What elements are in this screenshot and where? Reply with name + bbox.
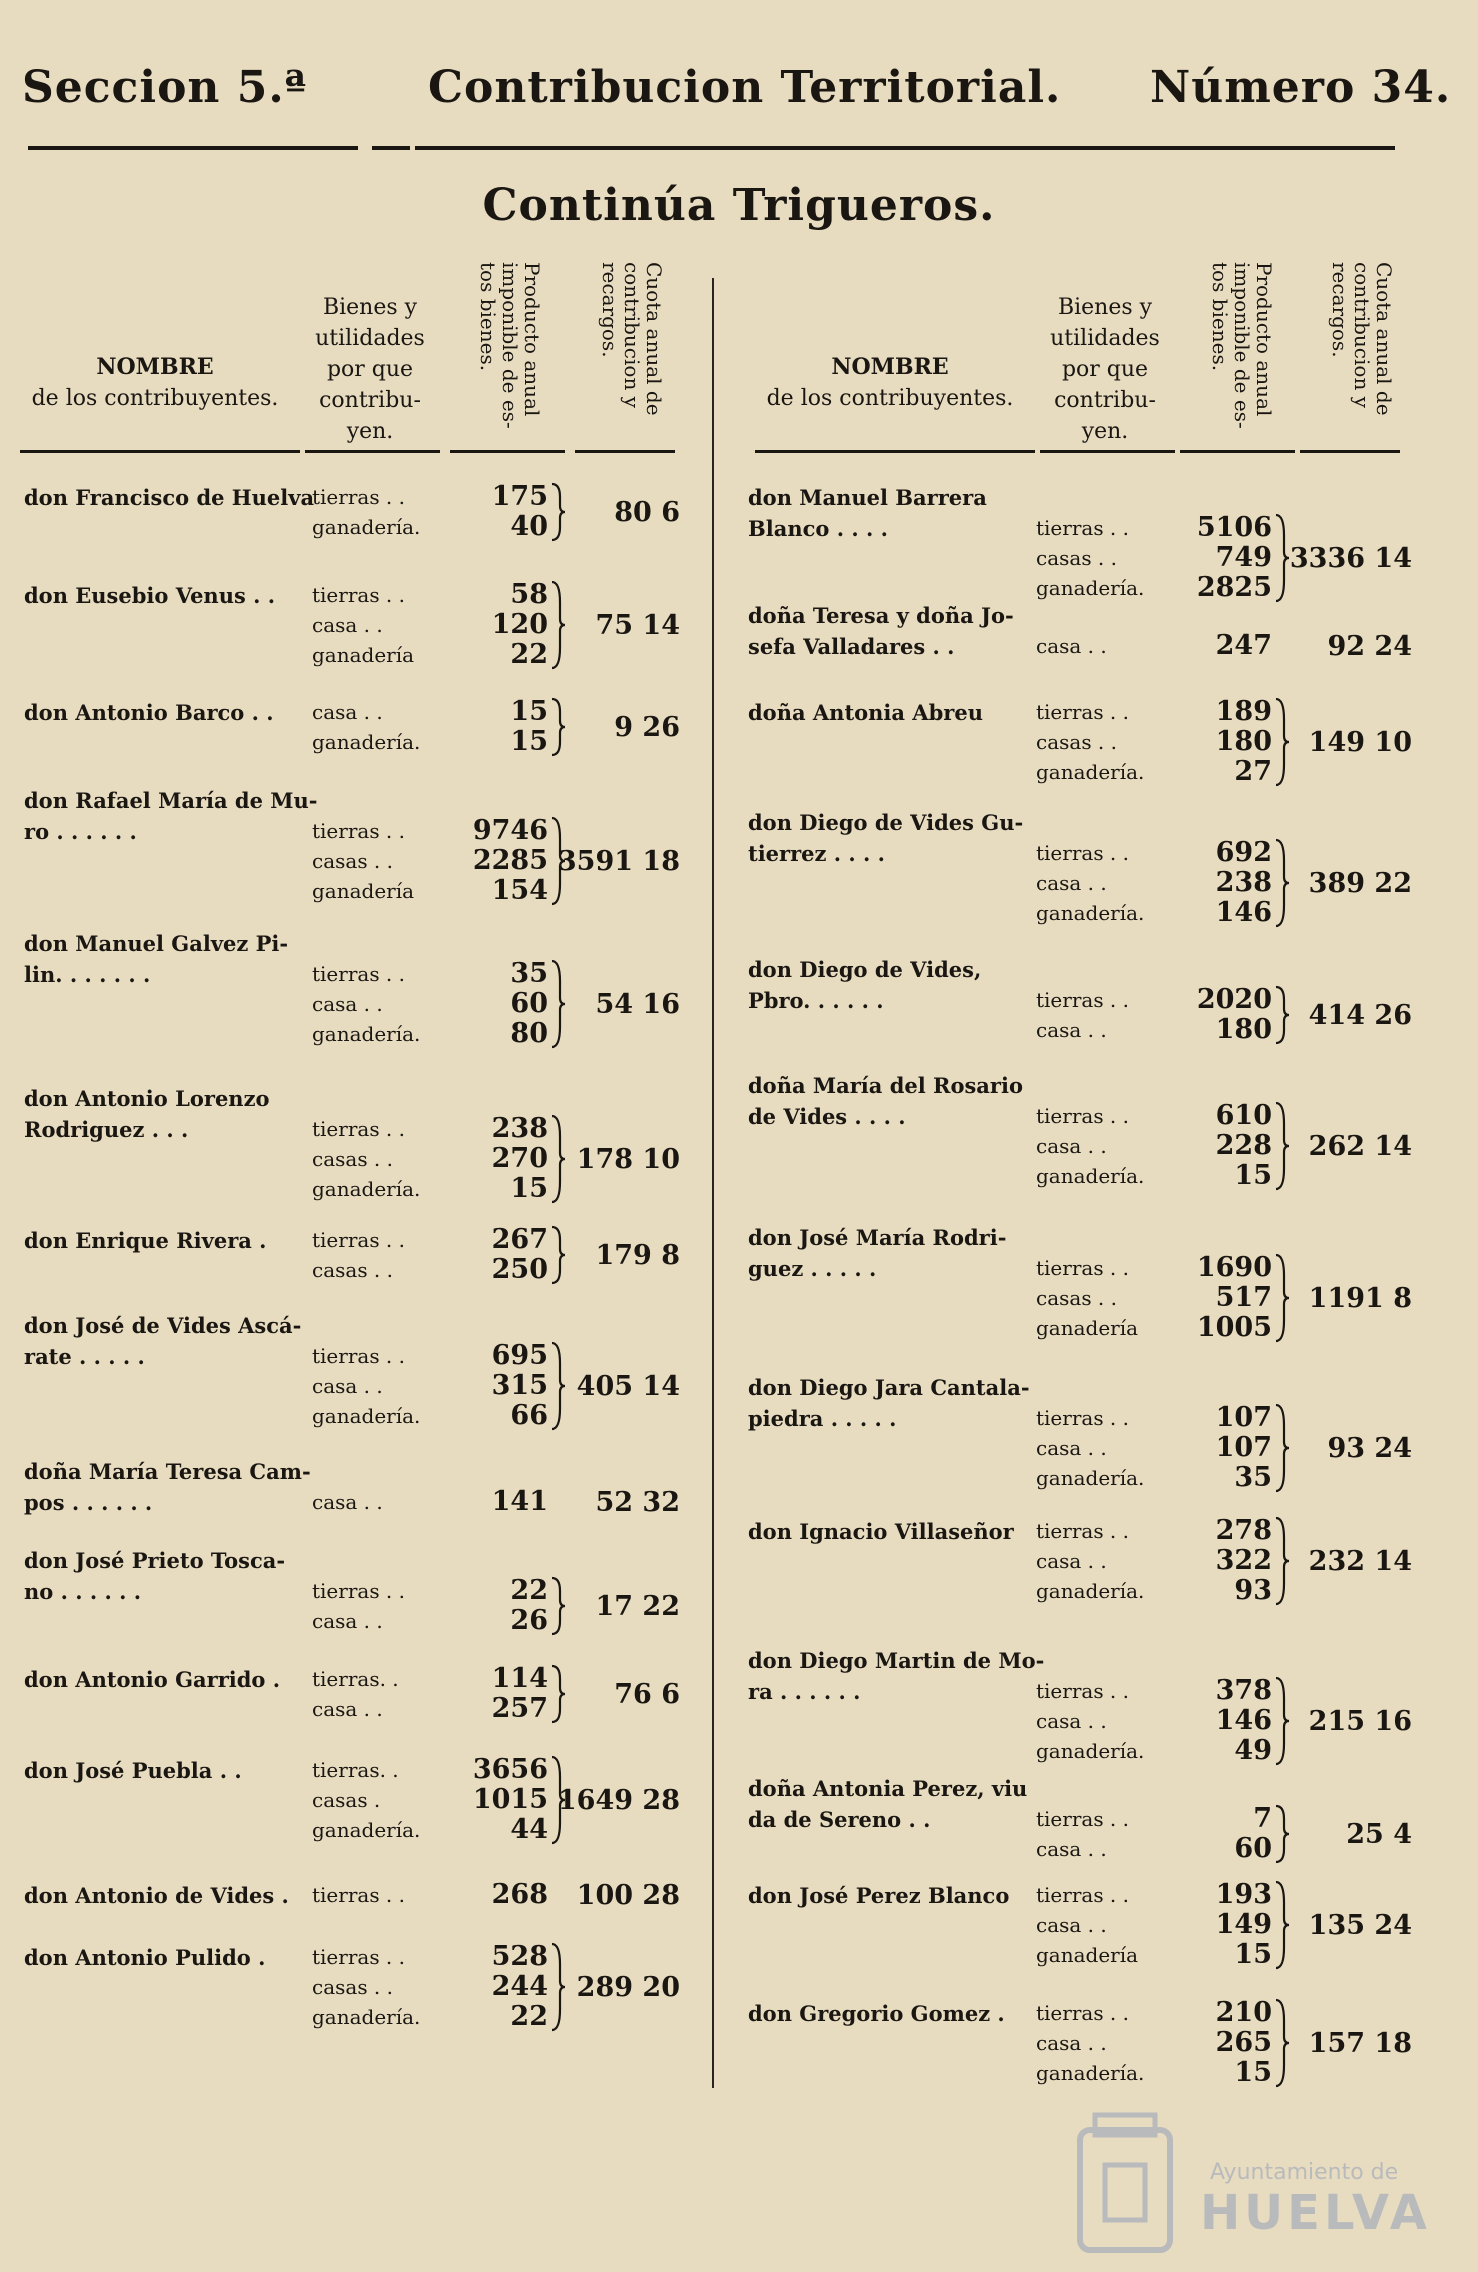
header-rule-right: [415, 146, 1395, 150]
bienes-line: yen.: [346, 419, 394, 444]
contributor-name: don Eusebio Venus . .: [24, 583, 276, 608]
property-type: ganadería.: [312, 1177, 421, 1201]
property-type: tierras . .: [312, 583, 406, 607]
bienes-line: utilidades: [1050, 326, 1160, 351]
property-value: 27: [1234, 756, 1272, 787]
property-type: tierras . .: [1036, 1104, 1130, 1128]
bienes-line: utilidades: [315, 326, 425, 351]
header-underline: [755, 450, 1035, 453]
property-type: tierras . .: [312, 1579, 406, 1603]
property-type: ganadería.: [1036, 1739, 1145, 1763]
property-value: 1005: [1196, 1312, 1272, 1343]
property-value: 15: [1234, 1160, 1272, 1191]
property-value: 146: [1215, 1705, 1272, 1736]
property-value: 180: [1215, 726, 1272, 757]
page-title: Contribucion Territorial.: [428, 62, 1062, 113]
property-type: ganadería.: [1036, 1164, 1145, 1188]
header-underline: [20, 450, 300, 453]
cuota-value: 52 32: [595, 1487, 680, 1518]
cuota-value: 178 10: [576, 1144, 680, 1175]
archive-watermark: [1060, 2100, 1460, 2270]
property-value: 250: [491, 1254, 548, 1285]
cuota-value: 80 6: [614, 497, 680, 528]
property-type: tierras . .: [1036, 1256, 1130, 1280]
property-type: casas .: [312, 1788, 381, 1812]
header-underline: [305, 450, 440, 453]
cuota-value: 157 18: [1308, 2028, 1412, 2059]
cuota-value: 414 26: [1308, 1000, 1412, 1031]
property-type: casa . .: [1036, 1436, 1107, 1460]
contributor-name: lin. . . . . . .: [24, 962, 151, 987]
col-name-subtitle: de los contribuyentes.: [31, 386, 279, 411]
cuota-value: 149 10: [1308, 727, 1412, 758]
contributor-name: don Diego de Vides Gu-: [748, 810, 1024, 835]
col-cuota-header-left: Cuota anual de contribucion y recargos.: [598, 262, 666, 416]
col-bienes-header-left: [300, 292, 440, 447]
property-value: 60: [510, 988, 548, 1019]
property-value: 265: [1215, 2027, 1272, 2058]
cuota-value: 93 24: [1327, 1433, 1412, 1464]
property-type: ganadería.: [312, 515, 421, 539]
property-value: 175: [491, 481, 548, 512]
property-type: tierras . .: [312, 962, 406, 986]
property-value: 210: [1215, 1997, 1272, 2028]
property-type: tierras . .: [312, 1117, 406, 1141]
property-value: 238: [491, 1113, 548, 1144]
property-value: 2285: [472, 845, 548, 876]
property-value: 154: [491, 875, 548, 906]
header-rule-mid: [372, 146, 410, 150]
contributor-name: don Ignacio Villaseñor: [748, 1519, 1014, 1544]
contributor-name: don Antonio Garrido .: [24, 1667, 281, 1692]
property-value: 5106: [1196, 512, 1272, 543]
property-type: tierras . .: [1036, 1883, 1130, 1907]
property-type: tierras. .: [312, 1758, 399, 1782]
property-value: 193: [1215, 1879, 1272, 1910]
property-type: casa . .: [1036, 1134, 1107, 1158]
contributor-name: da de Sereno . .: [748, 1807, 931, 1832]
contributor-name: don Diego Jara Cantala-: [748, 1375, 1030, 1400]
contributor-name: Blanco . . . .: [748, 516, 888, 541]
property-type: ganadería.: [1036, 576, 1145, 600]
property-value: 107: [1215, 1432, 1272, 1463]
watermark-line2: HUELVA: [1200, 2185, 1431, 2241]
cuota-value: 92 24: [1327, 631, 1412, 662]
property-type: tierras . .: [312, 485, 406, 509]
property-value: 749: [1215, 542, 1272, 573]
cuota-value: 25 4: [1346, 1819, 1412, 1850]
col-producto-header-left: Producto anual imponible de es- tos bienes.: [476, 262, 544, 429]
contributor-name: doña María Teresa Cam-: [24, 1459, 311, 1484]
contributor-name: don Antonio de Vides .: [24, 1883, 289, 1908]
property-value: 120: [491, 609, 548, 640]
cuota-value: 135 24: [1308, 1910, 1412, 1941]
property-value: 257: [491, 1693, 548, 1724]
property-value: 15: [1234, 1939, 1272, 1970]
contributor-name: don José Puebla . .: [24, 1758, 242, 1783]
cuota-value: 3591 18: [557, 846, 680, 877]
property-type: ganadería: [312, 643, 415, 667]
contributor-name: pos . . . . . .: [24, 1490, 153, 1515]
cuota-value: 232 14: [1308, 1546, 1412, 1577]
property-type: tierras . .: [312, 1883, 406, 1907]
property-value: 149: [1215, 1909, 1272, 1940]
contributor-name: don Diego de Vides,: [748, 957, 982, 982]
property-type: casas . .: [1036, 1286, 1118, 1310]
cuota-value: 17 22: [595, 1591, 680, 1622]
property-type: casa . .: [312, 1374, 383, 1398]
property-type: casa . .: [312, 992, 383, 1016]
cuota-value: 9 26: [614, 712, 680, 743]
property-value: 114: [491, 1663, 548, 1694]
cuota-value: 100 28: [576, 1880, 680, 1911]
property-value: 267: [491, 1224, 548, 1255]
property-type: tierras . .: [1036, 841, 1130, 865]
watermark-line1: Ayuntamiento de: [1210, 2160, 1399, 2185]
property-type: casas . .: [312, 849, 394, 873]
property-value: 228: [1215, 1130, 1272, 1161]
contributor-name: doña Antonia Abreu: [748, 700, 983, 725]
property-value: 22: [510, 639, 548, 670]
property-type: ganadería.: [312, 1022, 421, 1046]
property-value: 238: [1215, 867, 1272, 898]
cuota-value: 75 14: [595, 610, 680, 641]
cuota-value: 289 20: [576, 1972, 680, 2003]
property-type: tierras . .: [312, 819, 406, 843]
property-type: casa . .: [1036, 1018, 1107, 1042]
property-value: 322: [1215, 1545, 1272, 1576]
property-value: 3656: [472, 1754, 548, 1785]
contributor-name: de Vides . . . .: [748, 1104, 906, 1129]
property-value: 15: [510, 696, 548, 727]
property-type: ganadería.: [312, 1818, 421, 1842]
property-value: 610: [1215, 1100, 1272, 1131]
property-value: 315: [491, 1370, 548, 1401]
property-type: casa . .: [1036, 1709, 1107, 1733]
contributor-name: doña Teresa y doña Jo-: [748, 603, 1014, 628]
property-value: 15: [510, 726, 548, 757]
contributor-name: Pbro. . . . . .: [748, 988, 884, 1013]
property-value: 692: [1215, 837, 1272, 868]
property-type: casas . .: [312, 1975, 394, 1999]
property-type: ganadería: [1036, 1316, 1139, 1340]
property-type: casas . .: [1036, 730, 1118, 754]
property-value: 60: [1234, 1833, 1272, 1864]
contributor-name: rate . . . . .: [24, 1344, 145, 1369]
property-value: 247: [1215, 630, 1272, 661]
property-value: 93: [1234, 1575, 1272, 1606]
property-type: tierras . .: [1036, 1406, 1130, 1430]
cuota-value: 179 8: [595, 1240, 680, 1271]
property-value: 66: [510, 1400, 548, 1431]
property-value: 270: [491, 1143, 548, 1174]
property-type: casa . .: [312, 613, 383, 637]
property-type: ganadería.: [1036, 1579, 1145, 1603]
property-value: 44: [510, 1814, 548, 1845]
header-underline: [450, 450, 565, 453]
property-value: 244: [491, 1971, 548, 2002]
bienes-line: yen.: [1081, 419, 1129, 444]
property-value: 141: [491, 1486, 548, 1517]
property-type: tierras . .: [1036, 1679, 1130, 1703]
property-type: tierras . .: [1036, 988, 1130, 1012]
page-number: Número 34.: [1150, 62, 1452, 113]
subtitle: Continúa Trigueros.: [482, 180, 996, 231]
contributor-name: tierrez . . . .: [748, 841, 885, 866]
property-type: ganadería.: [1036, 2061, 1145, 2085]
section-label: Seccion 5.ª: [22, 62, 308, 113]
cuota-value: 389 22: [1308, 868, 1412, 899]
property-type: tierras . .: [312, 1228, 406, 1252]
contributor-name: don Antonio Pulido .: [24, 1945, 266, 1970]
property-value: 7: [1253, 1803, 1272, 1834]
header-underline: [1300, 450, 1400, 453]
property-value: 2020: [1196, 984, 1272, 1015]
col-name-subtitle: de los contribuyentes.: [766, 386, 1014, 411]
property-value: 26: [510, 1605, 548, 1636]
property-type: tierras . .: [1036, 2001, 1130, 2025]
property-value: 40: [510, 511, 548, 542]
property-type: tierras . .: [1036, 516, 1130, 540]
property-type: casas . .: [312, 1147, 394, 1171]
property-value: 146: [1215, 897, 1272, 928]
contributor-name: don José Prieto Tosca-: [24, 1548, 286, 1573]
property-value: 49: [1234, 1735, 1272, 1766]
contributor-name: don José de Vides Ascá-: [24, 1313, 302, 1338]
col-cuota-header-right: Cuota anual de contribucion y recargos.: [1328, 262, 1396, 416]
contributor-name: don Antonio Lorenzo: [24, 1086, 270, 1111]
property-value: 268: [491, 1879, 548, 1910]
contributor-name: don Manuel Barrera: [748, 485, 987, 510]
col-name-header-left: [20, 352, 290, 414]
contributor-name: guez . . . . .: [748, 1256, 877, 1281]
contributor-name: no . . . . . .: [24, 1579, 142, 1604]
contributor-name: don Rafael María de Mu-: [24, 788, 318, 813]
property-value: 189: [1215, 696, 1272, 727]
property-value: 1015: [472, 1784, 548, 1815]
cuota-value: 76 6: [614, 1679, 680, 1710]
bienes-line: contribu-: [319, 388, 421, 413]
cuota-value: 215 16: [1308, 1706, 1412, 1737]
bienes-line: contribu-: [1054, 388, 1156, 413]
bienes-line: Bienes y: [1057, 295, 1153, 320]
cuota-value: 262 14: [1308, 1131, 1412, 1162]
contributor-name: don Francisco de Huelva: [24, 485, 315, 510]
property-value: 35: [510, 958, 548, 989]
coat-of-arms-icon: [1070, 2110, 1180, 2260]
col-name-title: NOMBRE: [831, 354, 949, 380]
column-divider: [712, 278, 714, 2088]
property-type: tierras . .: [1036, 700, 1130, 724]
property-type: tierras . .: [1036, 1807, 1130, 1831]
property-type: casa . .: [312, 700, 383, 724]
cuota-value: 54 16: [595, 989, 680, 1020]
property-type: ganadería: [312, 879, 415, 903]
property-type: casa . .: [1036, 1837, 1107, 1861]
contributor-name: don Diego Martin de Mo-: [748, 1648, 1045, 1673]
contributor-name: ra . . . . . .: [748, 1679, 861, 1704]
contributor-name: don José Perez Blanco: [748, 1883, 1010, 1908]
property-value: 180: [1215, 1014, 1272, 1045]
col-name-title: NOMBRE: [96, 354, 214, 380]
cuota-value: 1649 28: [557, 1785, 680, 1816]
property-type: tierras . .: [312, 1344, 406, 1368]
property-value: 2825: [1196, 572, 1272, 603]
header-rule-left: [28, 146, 358, 150]
property-type: casa . .: [312, 1490, 383, 1514]
property-type: ganadería.: [1036, 1466, 1145, 1490]
header-underline: [575, 450, 675, 453]
property-value: 528: [491, 1941, 548, 1972]
property-value: 58: [510, 579, 548, 610]
property-type: casa . .: [312, 1697, 383, 1721]
contributor-name: don Enrique Rivera .: [24, 1228, 267, 1253]
property-type: casas . .: [312, 1258, 394, 1282]
property-value: 80: [510, 1018, 548, 1049]
property-type: ganadería: [1036, 1943, 1139, 1967]
property-type: casa . .: [1036, 1913, 1107, 1937]
contributor-name: don José María Rodri-: [748, 1225, 1007, 1250]
property-type: casa . .: [1036, 634, 1107, 658]
property-value: 517: [1215, 1282, 1272, 1313]
contributor-name: don Antonio Barco . .: [24, 700, 274, 725]
property-value: 15: [510, 1173, 548, 1204]
contributor-name: ro . . . . . .: [24, 819, 137, 844]
property-value: 695: [491, 1340, 548, 1371]
property-type: casas . .: [1036, 546, 1118, 570]
property-value: 15: [1234, 2057, 1272, 2088]
property-value: 107: [1215, 1402, 1272, 1433]
contributor-name: don Gregorio Gomez .: [748, 2001, 1005, 2026]
header-underline: [1180, 450, 1295, 453]
property-type: ganadería.: [1036, 901, 1145, 925]
property-value: 1690: [1196, 1252, 1272, 1283]
contributor-name: don Manuel Galvez Pi-: [24, 931, 289, 956]
cuota-value: 1191 8: [1308, 1283, 1412, 1314]
property-type: ganadería.: [312, 730, 421, 754]
col-bienes-header-right: [1035, 292, 1175, 447]
bienes-line: por que: [326, 357, 414, 382]
bienes-line: Bienes y: [322, 295, 418, 320]
contributor-name: sefa Valladares . .: [748, 634, 955, 659]
property-type: tierras . .: [312, 1945, 406, 1969]
property-value: 9746: [472, 815, 548, 846]
property-type: tierras. .: [312, 1667, 399, 1691]
contributor-name: doña Antonia Perez, viu: [748, 1776, 1028, 1801]
property-type: casa . .: [1036, 2031, 1107, 2055]
property-value: 278: [1215, 1515, 1272, 1546]
col-name-header-right: [755, 352, 1025, 414]
col-producto-header-right: Producto anual imponible de es- tos bienes.: [1208, 262, 1276, 429]
property-type: casa . .: [312, 1609, 383, 1633]
property-value: 22: [510, 2001, 548, 2032]
contributor-name: Rodriguez . . .: [24, 1117, 189, 1142]
contributor-name: piedra . . . . .: [748, 1406, 897, 1431]
property-value: 378: [1215, 1675, 1272, 1706]
property-type: ganadería.: [312, 2005, 421, 2029]
property-value: 22: [510, 1575, 548, 1606]
property-type: ganadería.: [312, 1404, 421, 1428]
property-type: tierras . .: [1036, 1519, 1130, 1543]
property-value: 35: [1234, 1462, 1272, 1493]
bienes-line: por que: [1061, 357, 1149, 382]
contributor-name: doña María del Rosario: [748, 1073, 1023, 1098]
header-underline: [1040, 450, 1175, 453]
cuota-value: 405 14: [576, 1371, 680, 1402]
cuota-value: 3336 14: [1289, 543, 1412, 574]
property-type: casa . .: [1036, 1549, 1107, 1573]
property-type: casa . .: [1036, 871, 1107, 895]
property-type: ganadería.: [1036, 760, 1145, 784]
